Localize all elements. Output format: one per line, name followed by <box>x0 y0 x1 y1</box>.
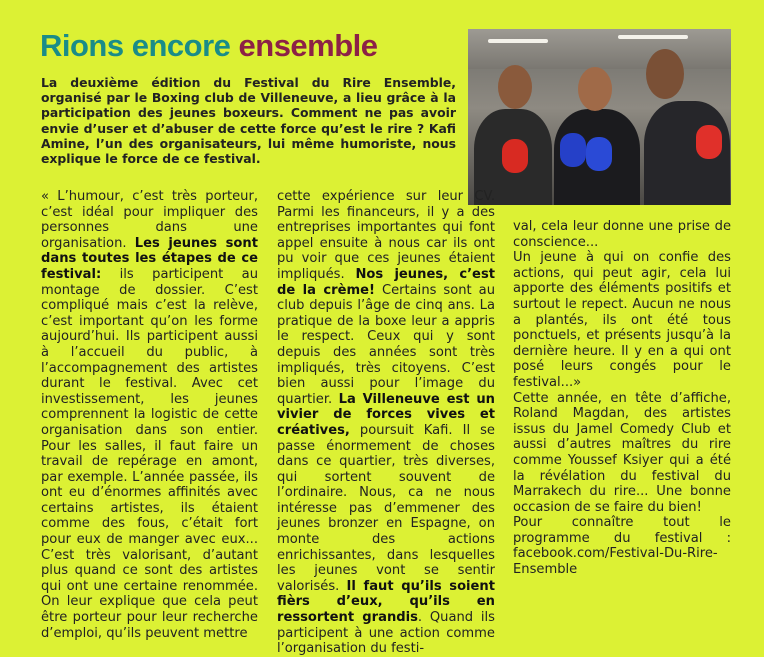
title-part-2: ensemble <box>238 28 378 63</box>
column-3-paragraph: Pour connaître tout le programme du festival : facebook.com/Festival-Du-Rire-Ensemble <box>513 515 731 578</box>
article-column-2 <box>277 189 495 657</box>
article-column-1 <box>41 189 258 641</box>
photo-lamp <box>618 35 688 39</box>
text-run: . Quand ils participent à une action comme l’organisation du festi- <box>277 610 495 657</box>
blue-glove-icon <box>586 137 612 171</box>
text-run: cette expérience sur leur CV. Parmi les financeurs, il y a des entreprises importantes qui font appel ensuite à nous car ils ont pu voir que ces jeunes étaient impliqués. <box>277 189 495 282</box>
red-glove-icon <box>502 139 528 173</box>
column-3-paragraph: val, cela leur donne une prise de conscience... <box>513 219 731 250</box>
bold-quote: Les jeunes sont dans toutes les étapes de ce festival: <box>41 235 258 282</box>
article-intro: La deuxième édition du Festival du Rire Ensemble, organisé par le Boxing club de Villeneuve, a lieu grâce à la participation des jeunes boxeurs. Comment ne pas avoir envie d’user et d’abuser de cette force qu’est le rire ? Kafi Amine, l’un des organisateurs, lui même humoriste, nous explique le force de ce festival. <box>41 75 456 167</box>
article-title <box>40 28 378 64</box>
bold-quote: Nos jeunes, c’est de la crème! <box>277 266 495 298</box>
title-part-1: Rions encore <box>40 28 231 63</box>
text-run: « L’humour, c’est très porteur, c’est idéal pour impliquer des personnes dans une organisation. <box>41 189 258 251</box>
column-3-paragraph: Cette année, en tête d’affiche, Roland Magdan, des artistes issus du Jamel Comedy Club et aussi d’autres maîtres du rire comme Youssef Ksiyer qui a été la révélation du festival du Marrakech du rire... Une bonne occasion de se faire du bien! <box>513 390 731 515</box>
photo-ceiling <box>468 29 731 69</box>
text-run: Certains sont au club depuis l’âge de cinq ans. La pratique de la boxe leur a appris le respect. Ceux qui y sont depuis des années sont très impliqués, très citoyens. C’est bien aussi pour l’image du quartier. <box>277 282 495 407</box>
bold-quote: Il faut qu’ils soient fièrs d’eux, qu’ils en ressortent grandis <box>277 578 496 626</box>
column-1-text <box>41 189 258 641</box>
column-2-text <box>277 189 495 657</box>
boxer-middle-head <box>578 67 612 111</box>
blue-glove-icon <box>560 133 586 167</box>
column-3-paragraph: Un jeune à qui on confie des actions, qui peut agir, cela lui apporte des éléments positifs et surtout le repect. Aucun ne nous a plantés, ils ont été tous ponctuels, et présents jusqu’à la dernière heure. Il y en a qui ont posé leurs congés pour le festival...» <box>513 250 731 390</box>
boxer-right-head <box>646 49 684 99</box>
red-glove-icon <box>696 125 722 159</box>
photo-lamp <box>488 39 548 43</box>
boxer-left-head <box>498 65 532 109</box>
bold-quote: La Villeneuve est un vivier de forces vives et créatives, <box>277 391 495 438</box>
text-run: ils participent au montage de dossier. C’est compliqué mais c’est la relève, c’est important qu’on les forme aujourd’hui. Ils participent aussi à l’accueil du public, à l’accompagnement des artistes durant le festival. Avec cet investissement, les jeunes comprennent la logistic de cette organisation dans son entier. Pour les salles, il faut faire un travail de repérage en amont, par exemple. L’année passée, ils ont eu d’énormes affinités avec certains artistes, ils étaient comme des fous, c’était fort pour eux de manger avec eux... C’est très valorisant, d’autant plus quand ce sont des artistes qui ont une certaine renommée. On leur explique que cela peut être porteur pour leur recherche d’emploi, qu’ils peuvent mettre <box>41 266 258 641</box>
article-column-3 <box>513 219 731 578</box>
text-run: poursuit Kafi. Il se passe énormement de choses dans ce quartier, très diverses, qui sortent souvent de l’ordinaire. Nous, ca ne nous intéresse pas d’emmener des jeunes bronzer en Espagne, on monte des actions enrichissantes, dans lesquelles les jeunes vont se sentir valorisés. <box>277 422 495 594</box>
boxers-photo <box>468 29 731 205</box>
